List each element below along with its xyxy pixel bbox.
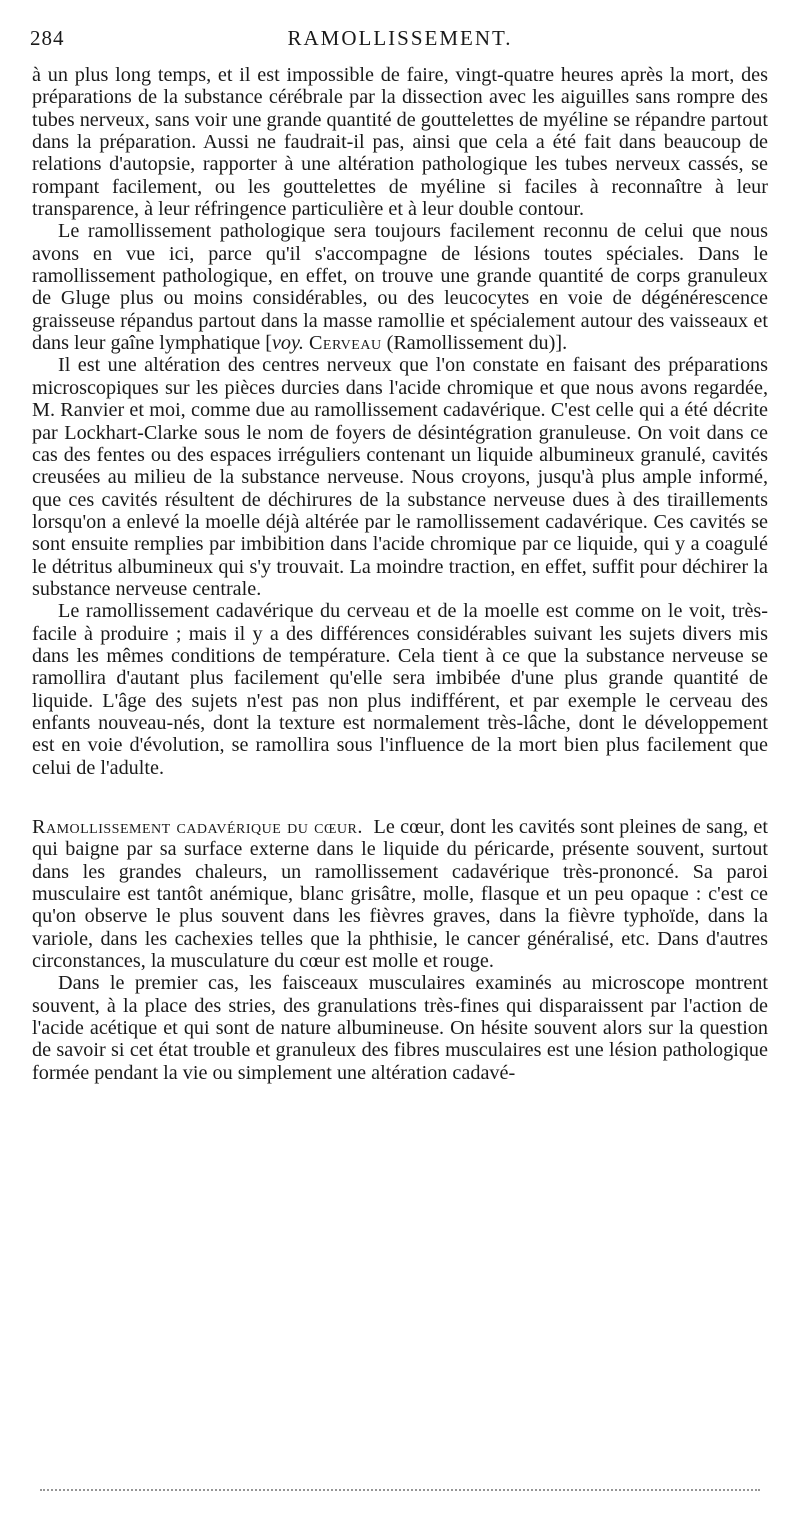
page-number: 284 [30,26,65,50]
paragraph-2 [32,220,768,354]
footer-rule [40,1489,760,1491]
section-gap [32,779,768,816]
paragraph-5-text: Le cœur, dont les cavités sont pleines de sang, et qui baigne par sa surface externe dans le liquide du péricarde, présente souvent, surtout dans les grandes chaleurs, un ramollissement cadavérique très-prononcé. Sa paroi musculaire est tantôt anémique, blanc grisâtre, molle, flasque et un peu opaque : c'est ce qu'on observe le plus souvent dans les fièvres graves, dans la fièvre typhoïde, dans la variole, dans les cachexies telles que la phthisie, le cancer généralisé, etc. Dans d'autres circonstances, la musculature du cœur est molle et rouge. [32,816,768,973]
paragraph-1: à un plus long temps, et il est impossible de faire, vingt-quatre heures après la mort, des préparations de la substance cérébrale par la dissection avec les aiguilles sans rompre des tubes nerveux, sans voir une grande quantité de gouttelettes de myéline se répandre partout dans la préparation. Aussi ne faudrait-il pas, ainsi que cela a été fait dans beaucoup de relations d'autopsie, rapporter à une altération pathologique les tubes nerveux cassés, se rompant facilement, ou les gouttelettes de myéline si faciles à reconnaître à leur transparence, à leur réfringence particulière et à leur double contour. [32,64,768,221]
paragraph-4: Le ramollissement cadavérique du cerveau et de la moelle est comme on le voit, très-facile à produire ; mais il y a des différences considérables suivant les sujets divers mis dans les mêmes conditions de température. Cela tient à ce que la substance nerveuse se ramollira d'autant plus facilement qu'elle sera imbibée d'une plus grande quantité de liquide. L'âge des sujets n'est pas non plus indifférent, et par exemple le cerveau des enfants nouveau-nés, dont la texture est normalement très-lâche, dont le développement est en voie d'évolution, se ramollira sous l'influence de la mort bien plus facilement que celui de l'adulte. [32,600,768,779]
cross-reference-voy: voy. [271,332,304,355]
paragraph-6: Dans le premier cas, les faisceaux musculaires examinés au microscope montrent souvent, à la place des stries, des granulations très-fines qui disparaissent par l'action de l'acide acétique et qui sont de nature albumineuse. On hésite souvent alors sur la question de savoir si cet état trouble et granuleux des fibres musculaires est une lésion pathologique formée pendant la vie ou simplement une altération cadavé- [32,972,768,1084]
paragraph-2-tail: (Ramollissement du)]. [381,332,568,355]
paragraph-2-text: Le ramollissement pathologique sera toujours facilement reconnu de celui que nous avons en vue ici, parce qu'il s'accompagne de lésions toutes spéciales. Dans le ramollissement pathologique, en effet, on trouve une grande quantité de corps granuleux de Gluge plus ou moins considérables, ou des leucocytes en voie de dégénérescence graisseuse répandus partout dans la masse ramollie et spécialement autour des vaisseaux et dans leur gaîne lymphatique [ [32,220,768,355]
paragraph-5 [32,816,768,972]
page-header [30,26,770,56]
body-text [32,64,768,1084]
cross-reference-cerveau: Cerveau [308,332,382,355]
running-title: RAMOLLISSEMENT. [287,26,513,50]
section-heading: Ramollissement cadavérique du cœur. [32,816,363,838]
paragraph-3: Il est une altération des centres nerveux que l'on constate en faisant des préparations microscopiques sur les pièces durcies dans l'acide chromique et que nous avons regardée, M. Ranvier et moi, comme due au ramollissement cadavérique. C'est celle qui a été décrite par Lockhart-Clarke sous le nom de foyers de désintégration granuleuse. On voit dans ce cas des fentes ou des espaces irréguliers contenant un liquide albumineux granulé, cavités creusées au milieu de la substance nerveuse. Nous croyons, jusqu'à plus ample informé, que ces cavités résultent de déchirures de la substance nerveuse dues à des tiraillements lorsqu'on a enlevé la moelle déjà altérée par le ramollissement cadavérique. Ces cavités se sont ensuite remplies par imbibition dans l'acide chromique par ce liquide, qui y a coagulé le détritus albumineux qui s'y trouvait. La moindre traction, en effet, suffit pour déchirer la substance nerveuse centrale. [32,354,768,600]
